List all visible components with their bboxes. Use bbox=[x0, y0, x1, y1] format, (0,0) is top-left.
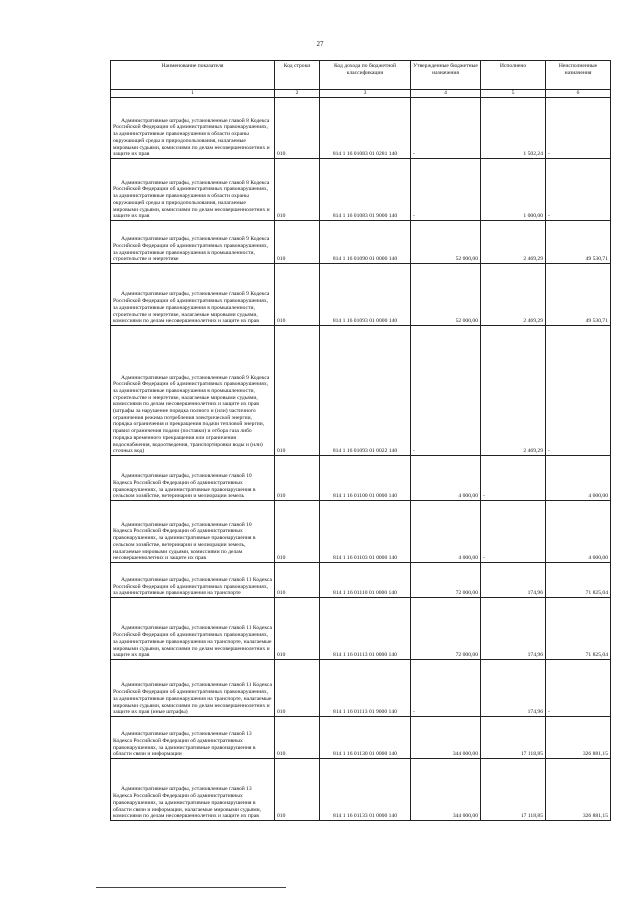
row-approved: - bbox=[411, 98, 481, 159]
row-approved: 4 000,00 bbox=[411, 456, 481, 501]
row-name: Административные штрафы, установленные главой 11 Кодекса Российской Федерации об административных правонарушениях, за административные правонарушения на транспорте, налагаемые мировыми судьями, комиссиями по делам несовершеннолетних и защите их прав bbox=[111, 598, 275, 660]
row-income-code: 814 1 16 01093 01 0022 140 bbox=[320, 326, 411, 456]
row-approved: - bbox=[411, 159, 481, 221]
row-line-code: 010 bbox=[275, 660, 320, 717]
row-not-executed: 49 530,71 bbox=[546, 221, 611, 264]
row-not-executed: 71 825,04 bbox=[546, 563, 611, 598]
table-row bbox=[111, 759, 611, 821]
table-row bbox=[111, 717, 611, 759]
row-line-code: 010 bbox=[275, 598, 320, 660]
table-row bbox=[111, 98, 611, 159]
row-executed: 1 000,00 bbox=[481, 159, 546, 221]
table-row bbox=[111, 598, 611, 660]
table-row bbox=[111, 456, 611, 501]
row-name: Административные штрафы, установленные главой 9 Кодекса Российской Федерации об административных правонарушениях, за административные правонарушения в промышленности, строительстве и энергетике, налагаемые мировыми судьями, комиссиями по делам несовершеннолетних и защите их прав (штрафы за нарушение порядка полного и (или) частичного ограничения режима потребления электрической энергии, порядка ограничения и прекращения подачи тепловой энергии, правил ограничения подачи (поставки) и отбора газа либо порядка временного прекращения или ограничения водоснабжения, водоотведения, транспортировки воды и (или) сточных вод) bbox=[111, 326, 275, 456]
row-approved: 344 000,00 bbox=[411, 717, 481, 759]
row-approved: - bbox=[411, 326, 481, 456]
table-row bbox=[111, 501, 611, 563]
row-income-code: 814 1 16 01110 01 0000 140 bbox=[320, 563, 411, 598]
row-approved: 52 000,00 bbox=[411, 221, 481, 264]
row-approved: 72 000,00 bbox=[411, 598, 481, 660]
row-name: Административные штрафы, установленные главой 8 Кодекса Российской Федерации об административных правонарушениях, за административные правонарушения в области охраны окружающей среды и природопользования, налагаемые мировыми судьями, комиссиями по делам несовершеннолетних и защите их прав bbox=[111, 159, 275, 221]
row-executed: - bbox=[481, 501, 546, 563]
table-row bbox=[111, 264, 611, 326]
row-income-code: 814 1 16 01113 01 0000 140 bbox=[320, 598, 411, 660]
row-name: Административные штрафы, установленные главой 11 Кодекса Российской Федерации об административных правонарушениях, за административные правонарушения на транспорте bbox=[111, 563, 275, 598]
row-name: Административные штрафы, установленные главой 10 Кодекса Российской Федерации об административных правонарушениях, за административные правонарушения в сельском хозяйстве, ветеринарии и мелиорации земель bbox=[111, 456, 275, 501]
row-line-code: 010 bbox=[275, 563, 320, 598]
row-executed: 2 469,29 bbox=[481, 264, 546, 326]
row-income-code: 814 1 16 01100 01 0000 140 bbox=[320, 456, 411, 501]
row-line-code: 010 bbox=[275, 264, 320, 326]
row-income-code: 814 1 16 01133 01 0000 140 bbox=[320, 759, 411, 821]
row-approved: - bbox=[411, 660, 481, 717]
row-income-code: 814 1 16 01090 01 0000 140 bbox=[320, 221, 411, 264]
row-not-executed: 71 825,04 bbox=[546, 598, 611, 660]
column-number: 5 bbox=[481, 90, 546, 98]
row-executed: 17 118,85 bbox=[481, 717, 546, 759]
header-approved: Утвержденные бюджетные назначения bbox=[411, 61, 481, 90]
row-executed: 2 469,29 bbox=[481, 221, 546, 264]
row-approved: 344 000,00 bbox=[411, 759, 481, 821]
table-row bbox=[111, 563, 611, 598]
row-name: Административные штрафы, установленные главой 10 Кодекса Российской Федерации об административных правонарушениях, за административные правонарушения в сельском хозяйстве, ветеринарии и мелиорации земель, налагаемые мировыми судьями, комиссиями по делам несовершеннолетних и защите их прав bbox=[111, 501, 275, 563]
column-number: 3 bbox=[320, 90, 411, 98]
row-not-executed: - bbox=[546, 159, 611, 221]
row-not-executed: 49 530,71 bbox=[546, 264, 611, 326]
row-name: Административные штрафы, установленные главой 13 Кодекса Российской Федерации об административных правонарушениях, за административные правонарушения в области связи и информации bbox=[111, 717, 275, 759]
row-income-code: 814 1 16 01093 01 0000 140 bbox=[320, 264, 411, 326]
row-line-code: 010 bbox=[275, 159, 320, 221]
row-executed: 1 502,24 bbox=[481, 98, 546, 159]
row-executed: 2 469,29 bbox=[481, 326, 546, 456]
row-line-code: 010 bbox=[275, 717, 320, 759]
table-body bbox=[111, 98, 611, 821]
row-line-code: 010 bbox=[275, 221, 320, 264]
row-not-executed: 326 881,15 bbox=[546, 717, 611, 759]
column-number: 1 bbox=[111, 90, 275, 98]
row-executed: 17 118,85 bbox=[481, 759, 546, 821]
header-line-code: Код строки bbox=[275, 61, 320, 90]
row-income-code: 814 1 16 01113 01 9000 140 bbox=[320, 660, 411, 717]
table-row bbox=[111, 159, 611, 221]
row-not-executed: 4 000,00 bbox=[546, 456, 611, 501]
table-row bbox=[111, 221, 611, 264]
row-approved: 52 000,00 bbox=[411, 264, 481, 326]
row-line-code: 010 bbox=[275, 759, 320, 821]
table-row bbox=[111, 660, 611, 717]
table-header-row bbox=[111, 61, 611, 90]
row-not-executed: - bbox=[546, 326, 611, 456]
row-approved: 4 000,00 bbox=[411, 501, 481, 563]
page-number: 27 bbox=[316, 40, 324, 48]
row-income-code: 814 1 16 01103 01 0000 140 bbox=[320, 501, 411, 563]
row-not-executed: 326 881,15 bbox=[546, 759, 611, 821]
row-line-code: 010 bbox=[275, 98, 320, 159]
table-row bbox=[111, 326, 611, 456]
row-line-code: 010 bbox=[275, 326, 320, 456]
row-line-code: 010 bbox=[275, 456, 320, 501]
column-number: 6 bbox=[546, 90, 611, 98]
row-not-executed: 4 000,00 bbox=[546, 501, 611, 563]
row-approved: 72 000,00 bbox=[411, 563, 481, 598]
income-report-table bbox=[110, 60, 611, 821]
header-executed: Исполнено bbox=[481, 61, 546, 90]
row-name: Административные штрафы, установленные главой 11 Кодекса Российской Федерации об административных правонарушениях, за административные правонарушения на транспорте, налагаемые мировыми судьями, комиссиями по делам несовершеннолетних и защите их прав (иные штрафы) bbox=[111, 660, 275, 717]
row-income-code: 814 1 16 01083 01 0281 140 bbox=[320, 98, 411, 159]
row-name: Административные штрафы, установленные главой 9 Кодекса Российской Федерации об административных правонарушениях, за административные правонарушения в промышленности, строительстве и энергетике, налагаемые мировыми судьями, комиссиями по делам несовершеннолетних и защите их прав bbox=[111, 264, 275, 326]
header-name: Наименование показателя bbox=[111, 61, 275, 90]
header-not-executed: Неисполненные назначения bbox=[546, 61, 611, 90]
column-number: 2 bbox=[275, 90, 320, 98]
row-not-executed: - bbox=[546, 660, 611, 717]
column-number: 4 bbox=[411, 90, 481, 98]
row-executed: 174,96 bbox=[481, 598, 546, 660]
row-executed: - bbox=[481, 456, 546, 501]
header-income-code: Код дохода по бюджетной классификации bbox=[320, 61, 411, 90]
row-executed: 174,96 bbox=[481, 563, 546, 598]
row-name: Административные штрафы, установленные главой 9 Кодекса Российской Федерации об административных правонарушениях, за административные правонарушения в промышленности, строительстве и энергетике bbox=[111, 221, 275, 264]
footer-divider bbox=[96, 887, 286, 888]
row-income-code: 814 1 16 01083 01 9000 140 bbox=[320, 159, 411, 221]
column-number-row bbox=[111, 90, 611, 98]
row-income-code: 814 1 16 01130 01 0000 140 bbox=[320, 717, 411, 759]
row-executed: 174,96 bbox=[481, 660, 546, 717]
row-not-executed: - bbox=[546, 98, 611, 159]
row-name: Административные штрафы, установленные главой 13 Кодекса Российской Федерации об административных правонарушениях, за административные правонарушения в области связи и информации, налагаемые мировыми судьями, комиссиями по делам несовершеннолетних и защите их прав bbox=[111, 759, 275, 821]
row-name: Административные штрафы, установленные главой 8 Кодекса Российской Федерации об административных правонарушениях, за административные правонарушения в области охраны окружающей среды и природопользования, налагаемые мировыми судьями, комиссиями по делам несовершеннолетних и защите их прав bbox=[111, 98, 275, 159]
row-line-code: 010 bbox=[275, 501, 320, 563]
